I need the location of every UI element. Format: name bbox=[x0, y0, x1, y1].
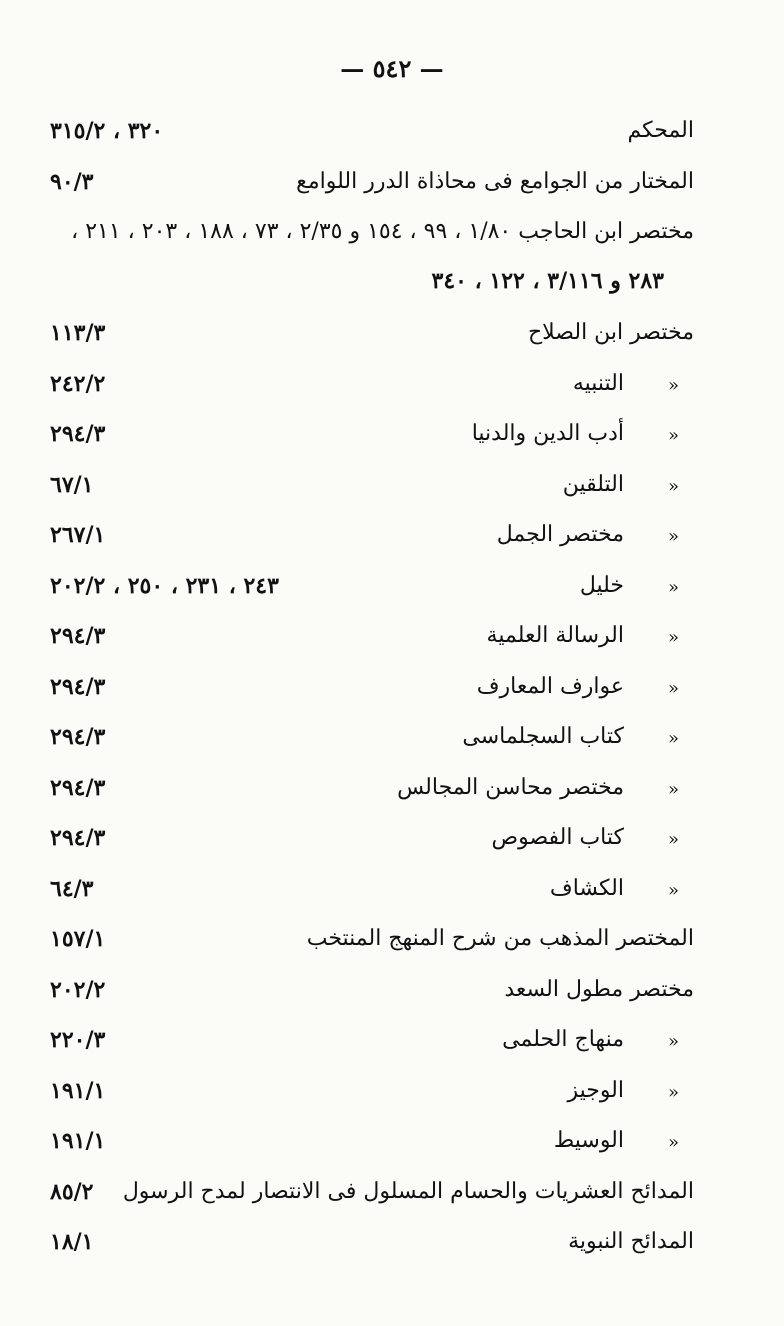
index-entries bbox=[0, 110, 784, 1272]
ditto-mark: « bbox=[667, 374, 679, 396]
entry-page-refs: ٦٧/١ bbox=[50, 471, 94, 498]
entry-title: أدب الدين والدنيا bbox=[471, 421, 624, 446]
index-entry bbox=[0, 464, 784, 515]
index-entry bbox=[0, 1019, 784, 1070]
entry-page-refs: ٢٤٢/٢ bbox=[50, 370, 106, 397]
index-entry bbox=[0, 312, 784, 363]
index-entry bbox=[0, 110, 784, 161]
ditto-mark: « bbox=[667, 677, 679, 699]
entry-title: المدائح النبوية bbox=[568, 1229, 694, 1254]
ditto-mark: « bbox=[667, 576, 679, 598]
entry-title: مختصر ابن الحاجب ١/٨٠ ، ٩٩ ، ١٥٤ و ٢/٣٥ ، ٧٣ ، ١٨٨ ، ٢٠٣ ، ٢١١ ، bbox=[71, 219, 694, 244]
entry-title: مختصر مطول السعد bbox=[504, 976, 694, 1002]
ditto-mark: « bbox=[667, 728, 679, 749]
entry-title: الرسالة العلمية bbox=[486, 623, 624, 648]
entry-page-refs: ٢٩٤/٣ bbox=[50, 421, 106, 447]
ditto-mark: « bbox=[667, 627, 679, 648]
entry-title: المحكم bbox=[627, 118, 694, 143]
ditto-mark: « bbox=[667, 1081, 679, 1103]
entry-page-refs: ٨٥/٢ bbox=[50, 1178, 94, 1205]
entry-title: التنبيه bbox=[572, 370, 624, 396]
entry-page-refs: ٢٩٤/٣ bbox=[50, 673, 106, 700]
index-entry bbox=[0, 1120, 784, 1171]
entry-page-refs: ٢٤٣ ، ٢٣١ ، ٢٥٠ ، ٢٠٢/٢ bbox=[50, 572, 279, 599]
ditto-mark: « bbox=[667, 425, 679, 446]
entry-title: مختصر محاسن المجالس bbox=[397, 774, 624, 800]
entry-title: كتاب السجلماسى bbox=[462, 724, 624, 749]
entry-page-refs: ١١٣/٣ bbox=[50, 320, 106, 346]
entry-page-refs: ١٨/١ bbox=[50, 1229, 94, 1255]
entry-page-refs: ١٩١/١ bbox=[50, 1077, 106, 1104]
entry-page-refs: ٣٢٠ ، ٣١٥/٢ bbox=[50, 118, 164, 144]
entry-title: الوجيز bbox=[567, 1077, 624, 1103]
index-entry bbox=[0, 1171, 784, 1222]
entry-page-refs: ٢٩٤/٣ bbox=[50, 774, 106, 801]
index-entry bbox=[0, 363, 784, 414]
ditto-mark: « bbox=[667, 1132, 679, 1153]
index-entry bbox=[0, 918, 784, 969]
entry-continuation: ٢٨٣ و ٣/١١٦ ، ١٢٢ ، ٣٤٠ bbox=[431, 267, 664, 294]
entry-page-refs: ٢٢٠/٣ bbox=[50, 1027, 106, 1053]
ditto-mark: « bbox=[667, 475, 679, 497]
ditto-mark: « bbox=[667, 829, 679, 850]
index-entry bbox=[0, 666, 784, 717]
ditto-mark: « bbox=[667, 1031, 679, 1052]
entry-page-refs: ٦٤/٣ bbox=[50, 875, 94, 902]
entry-page-refs: ٩٠/٣ bbox=[50, 168, 94, 195]
index-entry bbox=[0, 413, 784, 464]
entry-title: التلقين bbox=[562, 471, 624, 497]
index-entry bbox=[0, 817, 784, 868]
index-entry bbox=[0, 262, 784, 313]
entry-title: منهاج الحلمى bbox=[502, 1027, 624, 1052]
index-entry bbox=[0, 868, 784, 919]
index-entry bbox=[0, 767, 784, 818]
index-entry bbox=[0, 615, 784, 666]
entry-title: المختصر المذهب من شرح المنهج المنتخب bbox=[306, 926, 694, 951]
entry-title: المختار من الجوامع فى محاذاة الدرر اللوامع bbox=[296, 168, 694, 194]
entry-title: الكشاف bbox=[549, 875, 624, 901]
page-number: — ٥٤٢ — bbox=[340, 54, 444, 83]
index-entry bbox=[0, 1221, 784, 1272]
entry-page-refs: ٢٩٤/٣ bbox=[50, 825, 106, 851]
index-entry bbox=[0, 211, 784, 262]
index-entry bbox=[0, 565, 784, 616]
ditto-mark: « bbox=[667, 778, 679, 800]
entry-page-refs: ١٩١/١ bbox=[50, 1128, 106, 1154]
index-entry bbox=[0, 1070, 784, 1121]
entry-page-refs: ٢٩٤/٣ bbox=[50, 724, 106, 750]
entry-title: كتاب الفصوص bbox=[491, 825, 624, 850]
index-entry bbox=[0, 969, 784, 1020]
entry-title: مختصر الجمل bbox=[496, 522, 624, 547]
entry-page-refs: ٢٦٧/١ bbox=[50, 522, 106, 548]
ditto-mark: « bbox=[667, 526, 679, 547]
entry-title: عوارف المعارف bbox=[476, 673, 624, 699]
entry-title: المدائح العشريات والحسام المسلول فى الانتصار لمدح الرسول bbox=[122, 1178, 694, 1204]
entry-title: الوسيط bbox=[553, 1128, 624, 1153]
index-entry bbox=[0, 716, 784, 767]
entry-page-refs: ٢٩٤/٣ bbox=[50, 623, 106, 649]
entry-page-refs: ١٥٧/١ bbox=[50, 926, 106, 952]
ditto-mark: « bbox=[667, 879, 679, 901]
index-entry bbox=[0, 514, 784, 565]
entry-title: خليل bbox=[579, 572, 624, 598]
entry-page-refs: ٢٠٢/٢ bbox=[50, 976, 106, 1003]
entry-title: مختصر ابن الصلاح bbox=[527, 320, 694, 345]
index-entry bbox=[0, 161, 784, 212]
